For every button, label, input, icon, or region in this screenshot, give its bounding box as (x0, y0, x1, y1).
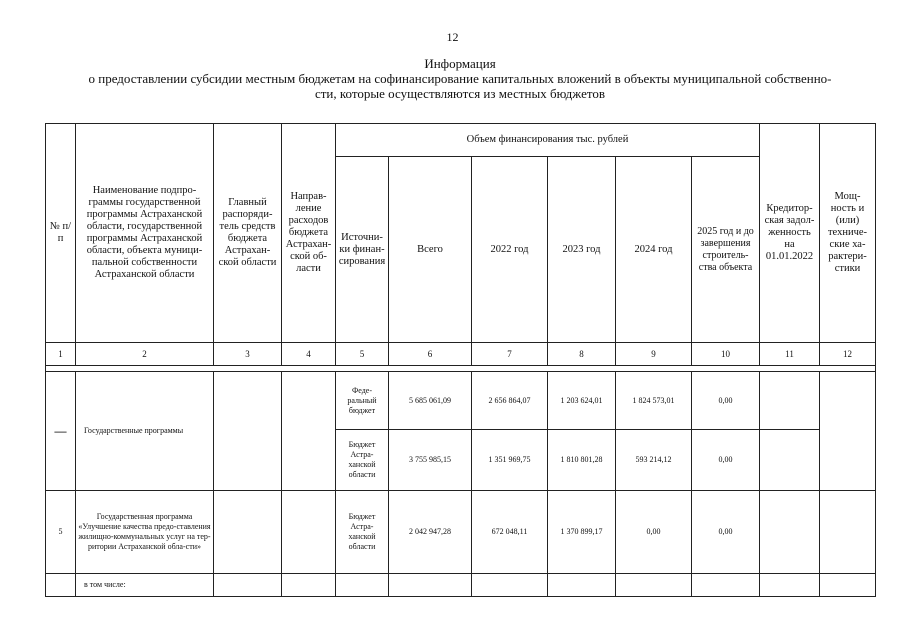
source-cell: Бюджет Астра-ханской области (336, 430, 389, 491)
financing-table (45, 123, 876, 597)
row-number: 5 (46, 491, 76, 574)
source-cell: Феде-ральный бюджет (336, 372, 389, 430)
title-line-1: Информация (424, 56, 496, 71)
y2023-cell: 1 370 899,17 (548, 491, 616, 574)
header-2023: 2023 год (548, 157, 616, 343)
total-cell: 2 042 947,28 (389, 491, 472, 574)
row-name: Государственные программы (76, 372, 214, 491)
header-2025: 2025 год и до завершения строитель-ства объекта (692, 157, 760, 343)
document-title (20, 56, 900, 101)
header-manager: Главный распоряди-тель средств бюджета Астрахан-ской области (214, 124, 282, 343)
y2025-cell: 0,00 (692, 430, 760, 491)
y2024-cell: 1 824 573,01 (616, 372, 692, 430)
header-2022: 2022 год (472, 157, 548, 343)
title-line-2: о предоставлении субсидии местным бюджетам на софинансирование капитальных вложений в объекты муниципальной собственно- (88, 71, 832, 86)
row-name: в том числе: (76, 574, 214, 597)
column-number: 5 (336, 343, 389, 366)
y2022-cell: 2 656 864,07 (472, 372, 548, 430)
header-source: Источни-ки финан-сирования (336, 157, 389, 343)
column-number: 7 (472, 343, 548, 366)
column-number: 11 (760, 343, 820, 366)
y2024-cell: 0,00 (616, 491, 692, 574)
header-direction: Направ-ление расходов бюджета Астрахан-ской об-ласти (282, 124, 336, 343)
header-debt: Кредитор-ская задол-женность на 01.01.2022 (760, 124, 820, 343)
row-name: Государственная программа «Улучшение качества предо-ставления жилищно-коммунальных услуг на тер-ритории Астраханской обла-сти» (76, 491, 214, 574)
column-number: 1 (46, 343, 76, 366)
title-line-3: сти, которые осуществляются из местных бюджетов (314, 86, 605, 101)
table-row (46, 574, 876, 597)
y2023-cell: 1 810 801,28 (548, 430, 616, 491)
source-cell: Бюджет Астра-ханской области (336, 491, 389, 574)
page-number: 12 (446, 30, 459, 44)
y2025-cell: 0,00 (692, 372, 760, 430)
column-number: 2 (76, 343, 214, 366)
total-cell: 3 755 985,15 (389, 430, 472, 491)
column-number: 4 (282, 343, 336, 366)
y2025-cell: 0,00 (692, 491, 760, 574)
column-number-row (46, 343, 876, 366)
total-cell: 5 685 061,09 (389, 372, 472, 430)
row-number: — (46, 372, 76, 491)
column-number: 8 (548, 343, 616, 366)
header-2024: 2024 год (616, 157, 692, 343)
header-num: № п/п (46, 124, 76, 343)
table-row (46, 372, 876, 430)
header-row-1 (46, 124, 876, 157)
y2024-cell: 593 214,12 (616, 430, 692, 491)
column-number: 9 (616, 343, 692, 366)
y2023-cell: 1 203 624,01 (548, 372, 616, 430)
column-number: 12 (820, 343, 876, 366)
header-financing-group: Объем финансирования тыс. рублей (336, 124, 760, 157)
column-number: 3 (214, 343, 282, 366)
y2022-cell: 1 351 969,75 (472, 430, 548, 491)
column-number: 6 (389, 343, 472, 366)
header-capacity: Мощ-ность и (или) техниче-ские ха-рактери-стики (820, 124, 876, 343)
y2022-cell: 672 048,11 (472, 491, 548, 574)
table-row (46, 491, 876, 574)
header-name: Наименование подпро-граммы государственной программы Астраханской области, государственной программы Астраханской области, объекта муници-пальной собственности Астраханской области (76, 124, 214, 343)
column-number: 10 (692, 343, 760, 366)
header-total: Всего (389, 157, 472, 343)
